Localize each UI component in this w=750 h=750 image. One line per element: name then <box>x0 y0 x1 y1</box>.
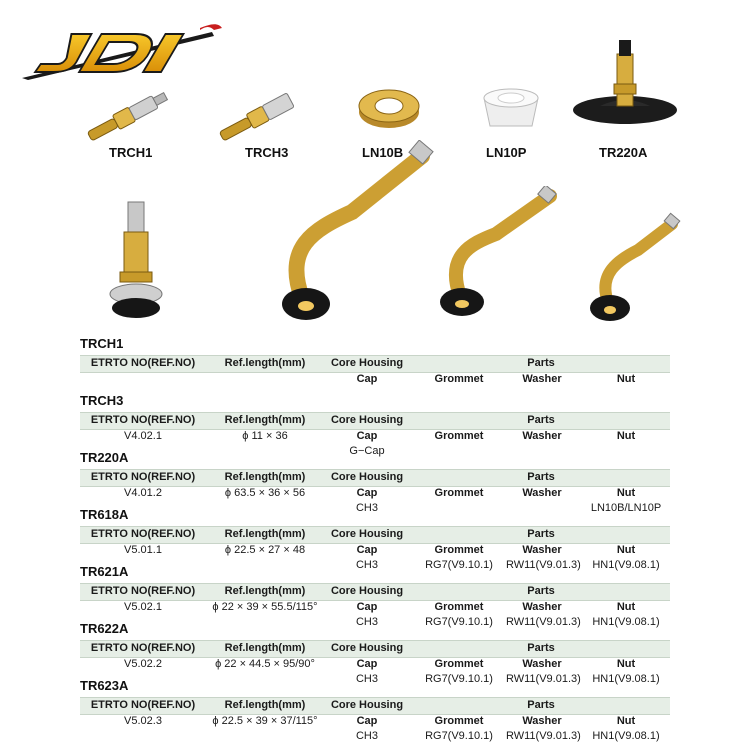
cell-etrto: V5.02.2 <box>124 658 162 670</box>
header-core-housing: Core Housing <box>330 699 404 711</box>
cell-nut: HN1(V9.08.1) <box>592 730 660 742</box>
tr622a-valve-image <box>426 186 566 326</box>
cell-cap: CH3 <box>355 673 378 685</box>
cell-ref-length: ϕ 22 × 39 × 55.5/115° <box>212 601 318 613</box>
header-cap: Cap <box>356 487 378 499</box>
cell-grommet: RG7(V9.10.1) <box>425 730 493 742</box>
header-cap: Cap <box>356 373 378 385</box>
header-washer: Washer <box>522 430 562 442</box>
cell-nut: HN1(V9.08.1) <box>592 616 660 628</box>
header-ref-length: Ref.length(mm) <box>224 414 306 426</box>
spec-section <box>0 450 750 514</box>
header-washer: Washer <box>522 715 562 727</box>
section-title: TR622A <box>80 621 129 636</box>
header-parts: Parts <box>527 357 555 369</box>
trch3-valve-image <box>210 84 310 146</box>
header-cap: Cap <box>356 715 378 727</box>
header-ref-length: Ref.length(mm) <box>224 357 306 369</box>
header-core-housing: Core Housing <box>330 357 404 369</box>
cell-etrto: V5.02.3 <box>124 715 162 727</box>
header-core-housing: Core Housing <box>330 414 404 426</box>
header-washer: Washer <box>522 487 562 499</box>
cell-etrto: V5.02.1 <box>124 601 162 613</box>
cell-ref-length: ϕ 11 × 36 <box>242 430 288 442</box>
spec-section <box>0 564 750 628</box>
section-title: TRCH3 <box>80 393 124 408</box>
header-grommet: Grommet <box>434 658 484 670</box>
cell-nut: HN1(V9.08.1) <box>592 559 660 571</box>
header-etrto: ETRTO NO(REF.NO) <box>90 642 196 654</box>
section-title: TR621A <box>80 564 129 579</box>
cell-ref-length: ϕ 63.5 × 36 × 56 <box>224 487 306 499</box>
cell-etrto: V4.02.1 <box>124 430 162 442</box>
header-cap: Cap <box>356 658 378 670</box>
header-grommet: Grommet <box>434 487 484 499</box>
cell-nut: HN1(V9.08.1) <box>592 673 660 685</box>
product-label-trch1: TRCH1 <box>109 145 153 160</box>
product-label-tr220a: TR220A <box>599 145 648 160</box>
header-etrto: ETRTO NO(REF.NO) <box>90 471 196 483</box>
header-core-housing: Core Housing <box>330 642 404 654</box>
cell-grommet: RG7(V9.10.1) <box>425 559 493 571</box>
product-label-ln10b: LN10B <box>362 145 404 160</box>
tr621a-valve-image <box>262 140 442 330</box>
header-ref-length: Ref.length(mm) <box>224 699 306 711</box>
header-nut: Nut <box>616 715 636 727</box>
cell-cap: CH3 <box>355 730 378 742</box>
header-ref-length: Ref.length(mm) <box>224 528 306 540</box>
header-core-housing: Core Housing <box>330 471 404 483</box>
cell-cap: G−Cap <box>349 445 385 457</box>
tr623a-valve-image <box>578 210 688 328</box>
trch1-valve-image <box>78 84 178 146</box>
cell-washer: RW11(V9.01.3) <box>506 559 581 571</box>
header-ref-length: Ref.length(mm) <box>224 585 306 597</box>
cell-etrto: V5.01.1 <box>124 544 162 556</box>
ln10b-nut-image <box>356 86 422 130</box>
section-title: TR220A <box>80 450 129 465</box>
header-nut: Nut <box>616 601 636 613</box>
header-parts: Parts <box>527 414 555 426</box>
header-cap: Cap <box>356 544 378 556</box>
header-ref-length: Ref.length(mm) <box>224 642 306 654</box>
tr618a-valve-image <box>104 196 168 326</box>
tr220a-valve-image <box>570 36 680 132</box>
spec-section <box>0 621 750 685</box>
header-etrto: ETRTO NO(REF.NO) <box>90 528 196 540</box>
cell-grommet: RG7(V9.10.1) <box>425 673 493 685</box>
header-core-housing: Core Housing <box>330 528 404 540</box>
header-nut: Nut <box>616 487 636 499</box>
header-parts: Parts <box>527 471 555 483</box>
cell-ref-length: ϕ 22.5 × 39 × 37/115° <box>212 715 318 727</box>
section-title: TRCH1 <box>80 336 124 351</box>
header-nut: Nut <box>616 430 636 442</box>
header-core-housing: Core Housing <box>330 585 404 597</box>
header-parts: Parts <box>527 642 555 654</box>
ln10p-nut-image <box>478 86 544 132</box>
header-washer: Washer <box>522 658 562 670</box>
header-cap: Cap <box>356 430 378 442</box>
cell-grommet: RG7(V9.10.1) <box>425 616 493 628</box>
header-ref-length: Ref.length(mm) <box>224 471 306 483</box>
jdi-logo <box>14 20 224 82</box>
spec-section <box>0 507 750 571</box>
header-parts: Parts <box>527 585 555 597</box>
cell-washer: RW11(V9.01.3) <box>506 616 581 628</box>
cell-cap: CH3 <box>355 616 378 628</box>
header-washer: Washer <box>522 544 562 556</box>
header-cap: Cap <box>356 601 378 613</box>
spec-section <box>0 678 750 742</box>
product-label-ln10p: LN10P <box>486 145 527 160</box>
cell-cap: CH3 <box>355 502 378 514</box>
spec-section <box>0 336 750 393</box>
section-title: TR623A <box>80 678 129 693</box>
cell-ref-length: ϕ 22 × 44.5 × 95/90° <box>215 658 315 670</box>
header-etrto: ETRTO NO(REF.NO) <box>90 414 196 426</box>
cell-washer: RW11(V9.01.3) <box>506 730 581 742</box>
section-title: TR618A <box>80 507 129 522</box>
header-etrto: ETRTO NO(REF.NO) <box>90 585 196 597</box>
cell-cap: CH3 <box>355 559 378 571</box>
header-etrto: ETRTO NO(REF.NO) <box>90 357 196 369</box>
header-grommet: Grommet <box>434 601 484 613</box>
header-grommet: Grommet <box>434 373 484 385</box>
product-label-trch3: TRCH3 <box>245 145 289 160</box>
cell-etrto: V4.01.2 <box>124 487 162 499</box>
header-nut: Nut <box>616 373 636 385</box>
header-grommet: Grommet <box>434 544 484 556</box>
cell-ref-length: ϕ 22.5 × 27 × 48 <box>224 544 306 556</box>
header-parts: Parts <box>527 699 555 711</box>
header-washer: Washer <box>522 373 562 385</box>
header-etrto: ETRTO NO(REF.NO) <box>90 699 196 711</box>
header-nut: Nut <box>616 658 636 670</box>
header-parts: Parts <box>527 528 555 540</box>
header-nut: Nut <box>616 544 636 556</box>
cell-nut: LN10B/LN10P <box>590 502 662 514</box>
cell-washer: RW11(V9.01.3) <box>506 673 581 685</box>
header-grommet: Grommet <box>434 430 484 442</box>
header-grommet: Grommet <box>434 715 484 727</box>
header-washer: Washer <box>522 601 562 613</box>
spec-section <box>0 393 750 457</box>
